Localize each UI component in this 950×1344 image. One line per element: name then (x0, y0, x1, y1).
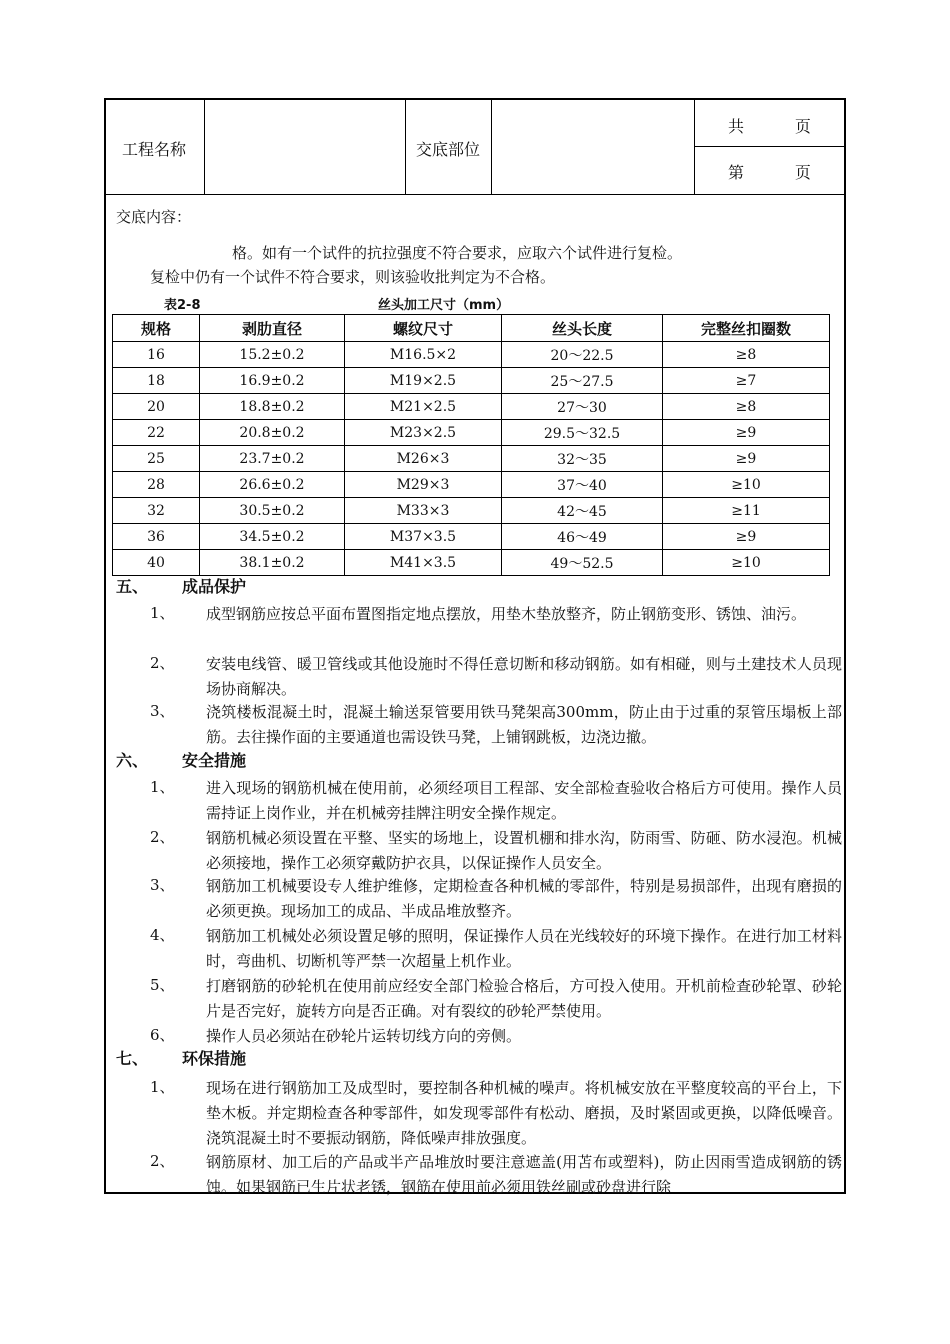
item-text: 浇筑楼板混凝土时，混凝土输送泵管要用铁马凳架高300mm，防止由于过重的泵管压塌板上部筋。去往操作面的主要通道也需设铁马凳，上铺钢跳板，边浇边撤。 (206, 703, 842, 746)
table-cell: 15.2±0.2 (200, 342, 345, 368)
divider (694, 100, 695, 194)
table-cell: 28 (113, 472, 200, 498)
table-cell: 18.8±0.2 (200, 394, 345, 420)
table-cell: M21×2.5 (345, 394, 502, 420)
item-text: 钢筋加工机械要设专人维护维修，定期检查各种机械的零部件，特别是易损部件，出现有磨损的必须更换。现场加工的成品、半成品堆放整齐。 (206, 877, 842, 920)
column-header: 螺纹尺寸 (345, 315, 502, 342)
table-label: 表2-8 (164, 298, 201, 313)
table-cell: 30.5±0.2 (200, 498, 345, 524)
table-cell: 16.9±0.2 (200, 368, 345, 394)
item-number: 1、 (150, 604, 175, 622)
section-title: 安全措施 (182, 751, 247, 770)
section-number: 六、 (116, 751, 149, 770)
disclosure-form (104, 98, 846, 1194)
table-cell: 34.5±0.2 (200, 524, 345, 550)
table-cell: 20.8±0.2 (200, 420, 345, 446)
table-cell: 40 (113, 550, 200, 576)
intro-line: 格。如有一个试件的抗拉强度不符合要求，应取六个试件进行复检。 (232, 244, 683, 262)
table-cell: 49～52.5 (502, 550, 663, 576)
item-text: 钢筋原材、加工后的产品或半产品堆放时要注意遮盖(用苫布或塑料)，防止因雨雪造成钢筋的锈蚀。如果钢筋已生片状老锈，钢筋在使用前必须用铁丝刷或砂盘进行除 (206, 1153, 842, 1196)
divider (694, 146, 846, 147)
item-text: 钢筋加工机械处必须设置足够的照明，保证操作人员在光线较好的环境下操作。在进行加工材料时，弯曲机、切断机等严禁一次超量上机作业。 (206, 927, 842, 970)
table-row (113, 498, 830, 524)
item-text: 进入现场的钢筋机械在使用前，必须经项目工程部、安全部检查验收合格后方可使用。操作人员需持证上岗作业，并在机械旁挂牌注明安全操作规定。 (206, 779, 842, 822)
table-cell: 18 (113, 368, 200, 394)
table-cell: M23×2.5 (345, 420, 502, 446)
table-cell: 23.7±0.2 (200, 446, 345, 472)
item-number: 5、 (150, 976, 175, 994)
section-heading (116, 1046, 247, 1069)
table-cell: 29.5～32.5 (502, 420, 663, 446)
table-cell: 42～45 (502, 498, 663, 524)
section-heading (116, 574, 247, 597)
item-number: 2、 (150, 1152, 175, 1170)
disclosure-location-label: 交底部位 (416, 140, 481, 159)
table-cell: M41×3.5 (345, 550, 502, 576)
table-cell: 16 (113, 342, 200, 368)
item-text: 钢筋机械必须设置在平整、坚实的场地上，设置机棚和排水沟，防雨雪、防砸、防水浸泡。机械必须接地，操作工必须穿戴防护衣具，以保证操作人员安全。 (206, 829, 842, 872)
table-cell: 32 (113, 498, 200, 524)
item-number: 1、 (150, 1078, 175, 1096)
item-text: 安装电线管、暖卫管线或其他设施时不得任意切断和移动钢筋。如有相碰，则与土建技术人员现场协商解决。 (206, 655, 842, 698)
table-cell: M29×3 (345, 472, 502, 498)
thread-dimension-table (112, 314, 830, 576)
column-header: 规格 (113, 315, 200, 342)
table-row (113, 342, 830, 368)
table-cell: M26×3 (345, 446, 502, 472)
section-number: 五、 (116, 577, 149, 596)
item-text: 操作人员必须站在砂轮片运转切线方向的旁侧。 (206, 1027, 522, 1045)
table-cell: ≥8 (663, 342, 830, 368)
table-cell: 25 (113, 446, 200, 472)
item-number: 3、 (150, 876, 175, 894)
section-number: 七、 (116, 1049, 149, 1068)
table-cell: M37×3.5 (345, 524, 502, 550)
table-row (113, 368, 830, 394)
section-title: 成品保护 (182, 577, 247, 596)
table-cell: 22 (113, 420, 200, 446)
item-text: 打磨钢筋的砂轮机在使用前应经安全部门检验合格后，方可投入使用。开机前检查砂轮罩、砂轮片是否完好，旋转方向是否正确。对有裂纹的砂轮严禁使用。 (206, 977, 842, 1020)
table-cell: ≥9 (663, 524, 830, 550)
column-header: 剥肋直径 (200, 315, 345, 342)
table-row (113, 394, 830, 420)
table-cell: M33×3 (345, 498, 502, 524)
table-cell: M16.5×2 (345, 342, 502, 368)
intro-line: 复检中仍有一个试件不符合要求，则该验收批判定为不合格。 (150, 268, 556, 286)
project-name-label: 工程名称 (122, 140, 187, 159)
table-row (113, 472, 830, 498)
item-number: 6、 (150, 1026, 175, 1044)
table-cell: ≥7 (663, 368, 830, 394)
table-cell: 20 (113, 394, 200, 420)
table-cell: 36 (113, 524, 200, 550)
form-header (106, 100, 846, 195)
table-row (113, 550, 830, 576)
table-row (113, 524, 830, 550)
section-title: 环保措施 (182, 1049, 247, 1068)
item-text: 成型钢筋应按总平面布置图指定地点摆放，用垫木垫放整齐，防止钢筋变形、锈蚀、油污。 (206, 605, 807, 623)
table-cell: ≥10 (663, 550, 830, 576)
content-label: 交底内容： (116, 208, 192, 226)
table-row (113, 446, 830, 472)
table-cell: 46～49 (502, 524, 663, 550)
item-number: 3、 (150, 702, 175, 720)
table-cell: ≥10 (663, 472, 830, 498)
table-cell: ≥11 (663, 498, 830, 524)
table-title: 丝头加工尺寸（mm） (378, 298, 510, 313)
table-cell: M19×2.5 (345, 368, 502, 394)
divider (491, 100, 492, 194)
divider (204, 100, 205, 194)
item-text: 现场在进行钢筋加工及成型时，要控制各种机械的噪声。将机械安放在平整度较高的平台上，下垫木板。并定期检查各种零部件，如发现零部件有松动、磨损，及时紧固或更换，以降低噪音。浇筑混凝土时不要振动钢筋，降低噪声排放强度。 (206, 1079, 842, 1147)
total-pages: 共 页 (728, 117, 811, 136)
table-cell: 20～22.5 (502, 342, 663, 368)
page-number: 第 页 (728, 163, 811, 182)
table-cell: 26.6±0.2 (200, 472, 345, 498)
table-cell: 38.1±0.2 (200, 550, 345, 576)
section-heading (116, 748, 247, 771)
table-cell: 32～35 (502, 446, 663, 472)
table-cell: ≥8 (663, 394, 830, 420)
item-number: 2、 (150, 828, 175, 846)
table-cell: 37～40 (502, 472, 663, 498)
item-number: 4、 (150, 926, 175, 944)
table-cell: 27～30 (502, 394, 663, 420)
item-number: 1、 (150, 778, 175, 796)
column-header: 丝头长度 (502, 315, 663, 342)
item-number: 2、 (150, 654, 175, 672)
table-cell: 25～27.5 (502, 368, 663, 394)
column-header: 完整丝扣圈数 (663, 315, 830, 342)
divider (405, 100, 406, 194)
table-header-row (113, 315, 830, 342)
table-row (113, 420, 830, 446)
table-cell: ≥9 (663, 446, 830, 472)
table-cell: ≥9 (663, 420, 830, 446)
